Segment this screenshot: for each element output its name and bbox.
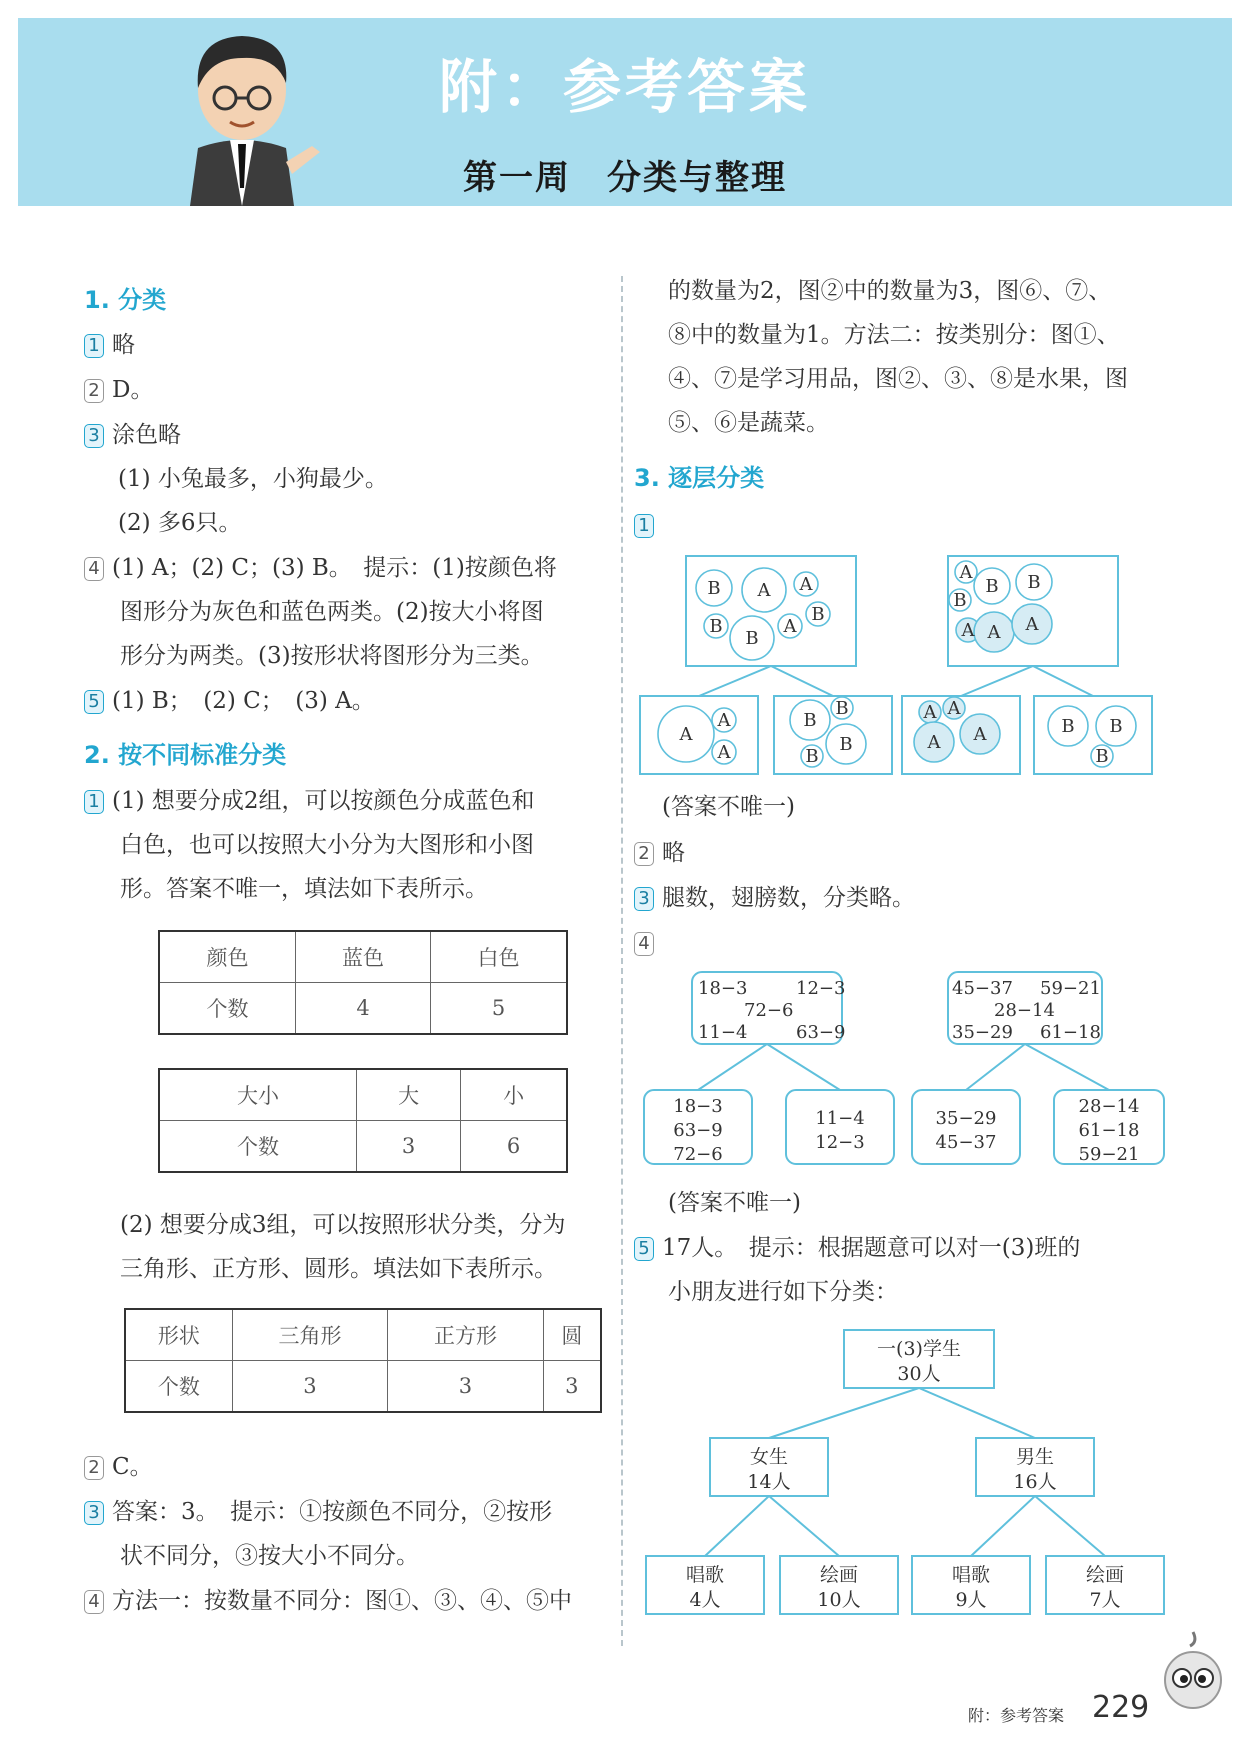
tree-node-boy-count: 16人 — [1013, 1471, 1057, 1493]
letter-label: A — [927, 732, 941, 753]
question-number: 2 — [84, 1456, 104, 1480]
table-cell: 正方形 — [388, 1309, 544, 1361]
letter-label: A — [987, 622, 1001, 643]
table-cell: 圆 — [543, 1309, 601, 1361]
expression: 63−9 — [796, 1022, 846, 1043]
letter-label: A — [947, 698, 961, 719]
answer-line — [84, 786, 535, 816]
answer-text: ④、⑦是学习用品，图②、③、⑧是水果，图 — [668, 366, 1128, 392]
expression: 72−6 — [744, 1000, 794, 1021]
table-cell: 6 — [461, 1121, 567, 1173]
letter-label: A — [679, 724, 693, 745]
answer-line — [634, 928, 662, 958]
answer-text: D。 — [112, 377, 154, 403]
table-cell: 蓝色 — [296, 931, 431, 983]
table-cell: 3 — [388, 1361, 544, 1413]
letter-label: B — [1027, 572, 1041, 593]
answer-line — [84, 420, 181, 450]
tree-node-girl-label: 女生 — [749, 1446, 789, 1468]
expression: 61−18 — [1040, 1022, 1101, 1043]
question-number: 3 — [84, 1501, 104, 1525]
letter-label: B — [1109, 716, 1123, 737]
question-number: 5 — [634, 1237, 654, 1261]
answer-text: 形。答案不唯一，填法如下表所示。 — [120, 876, 488, 902]
answer-text: 17人。 提示：根据题意可以对一(3)班的 — [662, 1235, 1081, 1261]
answer-text: (1) B； (2) C； (3) A。 — [112, 688, 375, 714]
table-cell: 4 — [296, 983, 431, 1035]
table-cell: 颜色 — [159, 931, 296, 983]
answer-text: 方法一：按数量不同分：图①、③、④、⑤中 — [112, 1588, 572, 1614]
mascot-icon — [1160, 1628, 1226, 1712]
question-number: 2 — [84, 379, 104, 403]
letter-label: B — [803, 710, 817, 731]
tree-node-root-count: 30人 — [897, 1363, 941, 1385]
table-cell: 三角形 — [232, 1309, 388, 1361]
table-cell: 白色 — [431, 931, 568, 983]
question-number: 1 — [634, 514, 654, 538]
letter-label: B — [745, 628, 759, 649]
answer-line — [634, 838, 685, 868]
answer-text: 白色，也可以按照大小分为大图形和小图 — [120, 832, 534, 858]
letter-label: A — [717, 742, 731, 763]
expression: 18−3 — [698, 978, 748, 999]
answer-text: 涂色略 — [112, 422, 181, 448]
table-cell: 3 — [232, 1361, 388, 1413]
question-number: 1 — [84, 334, 104, 358]
question-number: 4 — [634, 932, 654, 956]
expression: 18−3 — [673, 1096, 723, 1117]
tree-leaf-count: 7人 — [1089, 1589, 1121, 1611]
section-heading-2: 2. 按不同标准分类 — [84, 741, 287, 769]
page-number: 229 — [1092, 1690, 1150, 1725]
letter-label: B — [839, 734, 853, 755]
note-text: (答案不唯一) — [668, 1190, 801, 1216]
table-size — [158, 1068, 568, 1173]
section-heading-3: 3. 逐层分类 — [634, 464, 765, 492]
table-cell: 个数 — [159, 983, 296, 1035]
column-divider — [621, 276, 623, 1646]
letter-label: B — [805, 746, 819, 767]
section-heading-1: 1. 分类 — [84, 286, 167, 314]
answer-line — [84, 686, 375, 716]
student-tree-diagram — [640, 1320, 1170, 1620]
tree-leaf-label: 唱歌 — [685, 1564, 725, 1586]
answer-text: 腿数，翅膀数，分类略。 — [662, 885, 915, 911]
footer-label: 附：参考答案 — [968, 1706, 1065, 1725]
letter-label: B — [1061, 716, 1075, 737]
answer-text: C。 — [112, 1454, 153, 1480]
answer-line — [84, 1452, 153, 1482]
answer-text: 略 — [112, 332, 135, 358]
expression: 12−3 — [796, 978, 846, 999]
letter-label: B — [811, 604, 825, 625]
tree-node-boy-label: 男生 — [1015, 1446, 1055, 1468]
expression: 12−3 — [815, 1132, 865, 1153]
letter-label: A — [973, 724, 987, 745]
answer-text: (2) 想要分成3组，可以按照形状分类，分为 — [120, 1212, 566, 1238]
answer-text: 形分为两类。(3)按形状将图形分为三类。 — [120, 643, 544, 669]
page-title: 附：参考答案 — [438, 53, 811, 121]
letter-label: A — [783, 616, 797, 637]
table-cell: 5 — [431, 983, 568, 1035]
note-text: (答案不唯一) — [662, 794, 795, 820]
table-cell: 小 — [461, 1069, 567, 1121]
table-cell: 3 — [356, 1121, 460, 1173]
answer-line — [84, 1586, 572, 1616]
table-cell: 形状 — [125, 1309, 232, 1361]
table-cell: 3 — [543, 1361, 601, 1413]
table-cell: 个数 — [159, 1121, 356, 1173]
letter-label: A — [799, 574, 813, 595]
table-cell: 个数 — [125, 1361, 232, 1413]
expression: 59−21 — [1078, 1144, 1140, 1165]
tree-node-root-label: 一(3)学生 — [877, 1338, 961, 1360]
expression-classification-diagram — [636, 966, 1176, 1166]
tree-leaf-count: 4人 — [689, 1589, 721, 1611]
answer-text: 三角形、正方形、圆形。填法如下表所示。 — [120, 1256, 557, 1282]
answer-text: ⑤、⑥是蔬菜。 — [668, 410, 829, 436]
expression: 63−9 — [673, 1120, 723, 1141]
question-number: 4 — [84, 1590, 104, 1614]
question-number: 1 — [84, 790, 104, 814]
answer-text: (1) 小兔最多，小狗最少。 — [118, 466, 388, 492]
letter-label: B — [707, 578, 721, 599]
expression: 28−14 — [994, 1000, 1055, 1021]
tree-leaf-label: 绘画 — [1085, 1564, 1125, 1586]
answer-line — [84, 330, 135, 360]
question-number: 4 — [84, 557, 104, 581]
expression: 45−37 — [935, 1132, 997, 1153]
answer-line — [84, 375, 153, 405]
answer-line — [634, 1233, 1080, 1263]
question-number: 2 — [634, 842, 654, 866]
expression: 11−4 — [815, 1108, 865, 1129]
table-color — [158, 930, 568, 1035]
question-number: 5 — [84, 690, 104, 714]
expression: 28−14 — [1078, 1096, 1140, 1117]
answer-line — [84, 1497, 552, 1527]
expression: 59−21 — [1040, 978, 1101, 999]
answer-line — [84, 553, 557, 583]
table-cell: 大小 — [159, 1069, 356, 1121]
expression: 45−37 — [952, 978, 1013, 999]
letter-label: A — [1025, 614, 1039, 635]
answer-text: 答案：3。 提示：①按颜色不同分，②按形 — [112, 1499, 553, 1525]
expression: 35−29 — [935, 1108, 997, 1129]
answer-text: (2) 多6只。 — [118, 510, 242, 536]
expression: 61−18 — [1078, 1120, 1140, 1141]
letter-label: B — [709, 616, 723, 637]
expression: 35−29 — [952, 1022, 1013, 1043]
tree-leaf-label: 唱歌 — [951, 1564, 991, 1586]
letter-label: B — [835, 698, 849, 719]
letter-label: A — [717, 710, 731, 731]
answer-line — [634, 510, 662, 540]
letter-label: B — [1095, 746, 1109, 767]
letter-label: A — [757, 580, 771, 601]
expression: 72−6 — [673, 1144, 723, 1165]
question-number: 3 — [634, 887, 654, 911]
letter-label: A — [959, 562, 973, 583]
letter-label: A — [961, 620, 975, 641]
page-subtitle: 第一周 分类与整理 — [463, 158, 787, 198]
letter-label: B — [985, 576, 999, 597]
table-shape — [124, 1308, 602, 1413]
answer-text: 略 — [662, 840, 685, 866]
answer-text: 的数量为2，图②中的数量为3，图⑥、⑦、 — [668, 278, 1112, 304]
table-cell: 大 — [356, 1069, 460, 1121]
tree-leaf-label: 绘画 — [819, 1564, 859, 1586]
tree-node-girl-count: 14人 — [747, 1471, 791, 1493]
answer-text: 状不同分，③按大小不同分。 — [120, 1543, 419, 1569]
answer-text: (1) A；(2) C；(3) B。 提示：(1)按颜色将 — [112, 555, 557, 581]
answer-text: 小朋友进行如下分类： — [668, 1279, 898, 1305]
answer-text: 图形分为灰色和蓝色两类。(2)按大小将图 — [120, 599, 544, 625]
letter-label: B — [953, 590, 967, 611]
circle-classification-diagram — [630, 548, 1170, 778]
expression: 11−4 — [698, 1022, 748, 1043]
tree-leaf-count: 10人 — [817, 1589, 861, 1611]
answer-line — [634, 883, 915, 913]
tree-leaf-count: 9人 — [955, 1589, 987, 1611]
question-number: 3 — [84, 424, 104, 448]
letter-label: A — [923, 702, 937, 723]
answer-text: ⑧中的数量为1。方法二：按类别分：图①、 — [668, 322, 1120, 348]
answer-text: (1) 想要分成2组，可以按颜色分成蓝色和 — [112, 788, 535, 814]
